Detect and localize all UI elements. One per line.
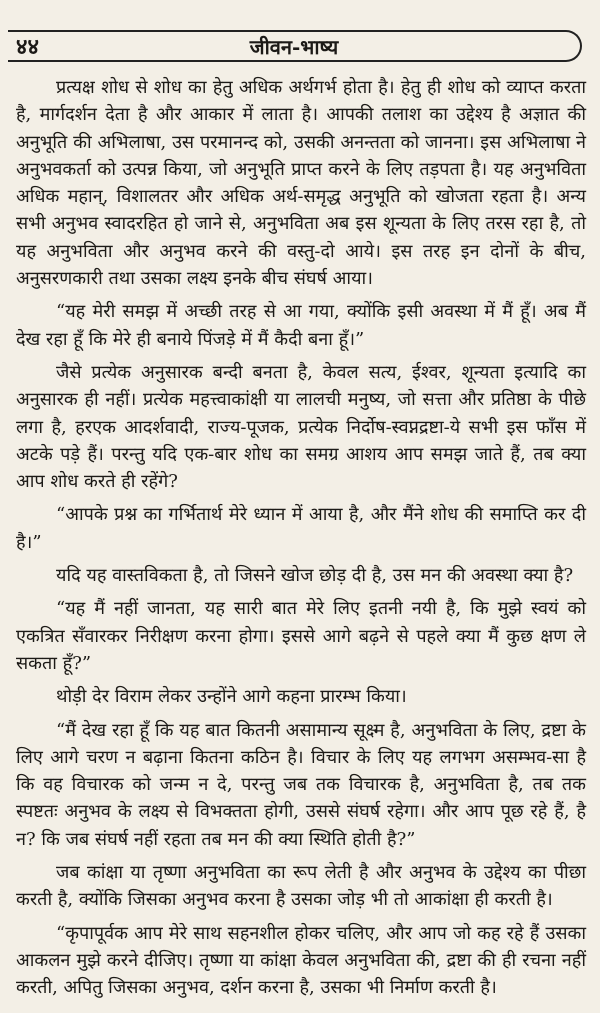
paragraph: प्रत्यक्ष शोध से शोध का हेतु अधिक अर्थगर्भ होता है। हेतु ही शोध को व्याप्त करता है, मार्गदर्शन देता है और आकार में लाता है। आपकी तलाश का उद्देश्य है अज्ञात की अनुभूति की अभिलाषा, उस परमानन्द को, उसकी अनन्तता को जानना। इस अभिलाषा ने अनुभवकर्ता को उत्पन्न किया, जो अनुभूति प्राप्त करने के लिए तड़पता है। यह अनुभविता अधिक महान्, विशालतर और अधिक अर्थ-समृद्ध अनुभूति को खोजता रहता है। अन्य सभी अनुभव स्वादरहित हो जाने से, अनुभविता अब इस शून्यता के लिए तरस रहा है, तो यह अनुभविता और अनुभव करने की वस्तु-दो आये। इस तरह इन दोनों के बीच, अनुसरणकारी तथा उसका लक्ष्य इनके बीच संघर्ष आया। xyxy=(16,77,586,290)
body-text xyxy=(16,74,586,1008)
paragraph: यदि यह वास्तविकता है, तो जिसने खोज छोड़ दी है, उस मन की अवस्था क्या है? xyxy=(56,565,574,587)
page-number: ४४ xyxy=(16,34,39,60)
paragraph-quote: “यह मैं नहीं जानता, यह सारी बात मेरे लिए इतनी नयी है, कि मुझे स्वयं को एकत्रित सँवारकर निरीक्षण करना होगा। इससे आगे बढ़ने से पहले क्या मैं कुछ क्षण ले सकता हूँ?” xyxy=(16,598,586,674)
paragraph-quote: “आपके प्रश्न का गर्भितार्थ मेरे ध्यान में आया है, और मैंने शोध की समाप्ति कर दी है।” xyxy=(16,504,586,553)
paragraph: जैसे प्रत्येक अनुसारक बन्दी बनता है, केवल सत्य, ईश्वर, शून्यता इत्यादि का अनुसारक ही नहीं। प्रत्येक महत्त्वाकांक्षी या लालची मनुष्य, जो सत्ता और प्रतिष्ठा के पीछे लगा है, हरएक आदर्शवादी, राज्य-पूजक, प्रत्येक निर्दोष-स्वप्नद्रष्टा-ये सभी इस फाँस में अटके पड़े हैं। परन्तु यदि एक-बार शोध का समग्र आशय आप समझ जाते हैं, तब क्या आप शोध करते ही रहेंगे? xyxy=(16,361,586,493)
paragraph: थोड़ी देर विराम लेकर उन्होंने आगे कहना प्रारम्भ किया। xyxy=(56,686,407,708)
page-header xyxy=(8,30,582,62)
paragraph-quote: “मैं देख रहा हूँ कि यह बात कितनी असामान्य सूक्ष्म है, अनुभविता के लिए, द्रष्टा के लिए आगे चरण न बढ़ाना कितना कठिन है। विचार के लिए यह लगभग असम्भव-सा है कि वह विचारक को जन्म न दे, परन्तु जब तक विचारक है, अनुभविता है, तब तक स्पष्टतः अनुभव के लक्ष्य से विभक्तता होगी, उससे संघर्ष रहेगा। और आप पूछ रहे हैं, है न? कि जब संघर्ष नहीं रहता तब मन की क्या स्थिति होती है?” xyxy=(16,719,586,850)
paragraph-quote: “यह मेरी समझ में अच्छी तरह से आ गया, क्योंकि इसी अवस्था में मैं हूँ। अब मैं देख रहा हूँ कि मेरे ही बनाये पिंजड़े में मैं कैदी बना हूँ।” xyxy=(16,301,586,350)
paragraph-quote: “कृपापूर्वक आप मेरे साथ सहनशील होकर चलिए, और आप जो कह रहे हैं उसका आकलन मुझे करने दीजिए। तृष्णा या कांक्षा केवल अनुभविता की, द्रष्टा की ही रचना नहीं करती, अपितु जिसका अनुभव, दर्शन करना है, उसका भी निर्माण करती है। xyxy=(16,922,586,999)
running-title: जीवन-भाष्य xyxy=(249,35,339,59)
paragraph: जब कांक्षा या तृष्णा अनुभविता का रूप लेती है और अनुभव के उद्देश्य का पीछा करती है, क्योंकि जिसका अनुभव करना है उसका जोड़ भी तो आकांक्षा ही करती है। xyxy=(16,862,586,911)
